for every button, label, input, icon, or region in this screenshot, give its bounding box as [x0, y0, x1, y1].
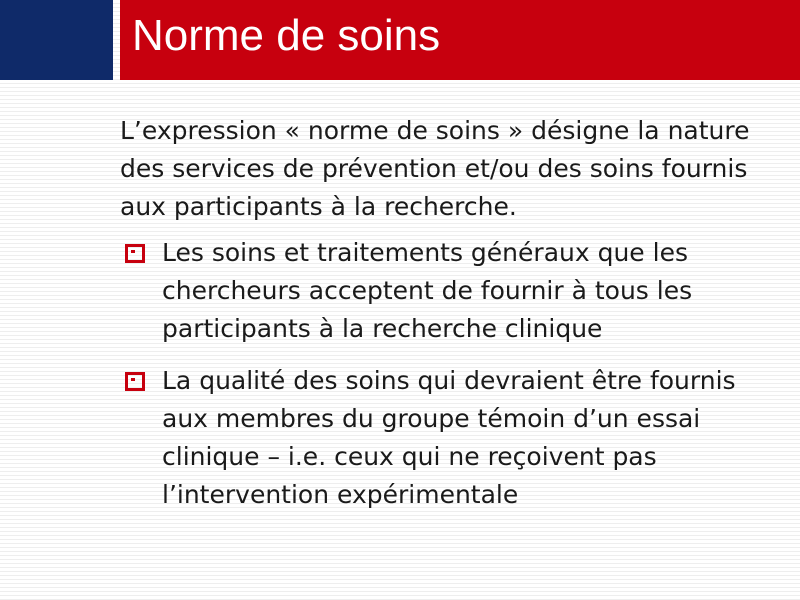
intro-paragraph: L’expression « norme de soins » désigne la nature des services de prévention et/ou des soins fournis aux participants à la recherche. [120, 116, 750, 221]
bullet-text: Les soins et traitements généraux que les chercheurs acceptent de fournir à tous les participants à la recherche clinique [162, 238, 693, 343]
hollow-square-bullet-icon [125, 244, 145, 263]
header-accent-block [0, 0, 113, 80]
slide-title: Norme de soins [132, 11, 441, 60]
bullet-text: La qualité des soins qui devraient être fournis aux membres du groupe témoin d’un essai clinique – i.e. ceux qui ne reçoivent pas l’intervention expérimentale [162, 366, 736, 509]
bullet-item [125, 234, 765, 348]
bullet-item [125, 362, 765, 514]
hollow-square-bullet-icon [125, 372, 145, 391]
